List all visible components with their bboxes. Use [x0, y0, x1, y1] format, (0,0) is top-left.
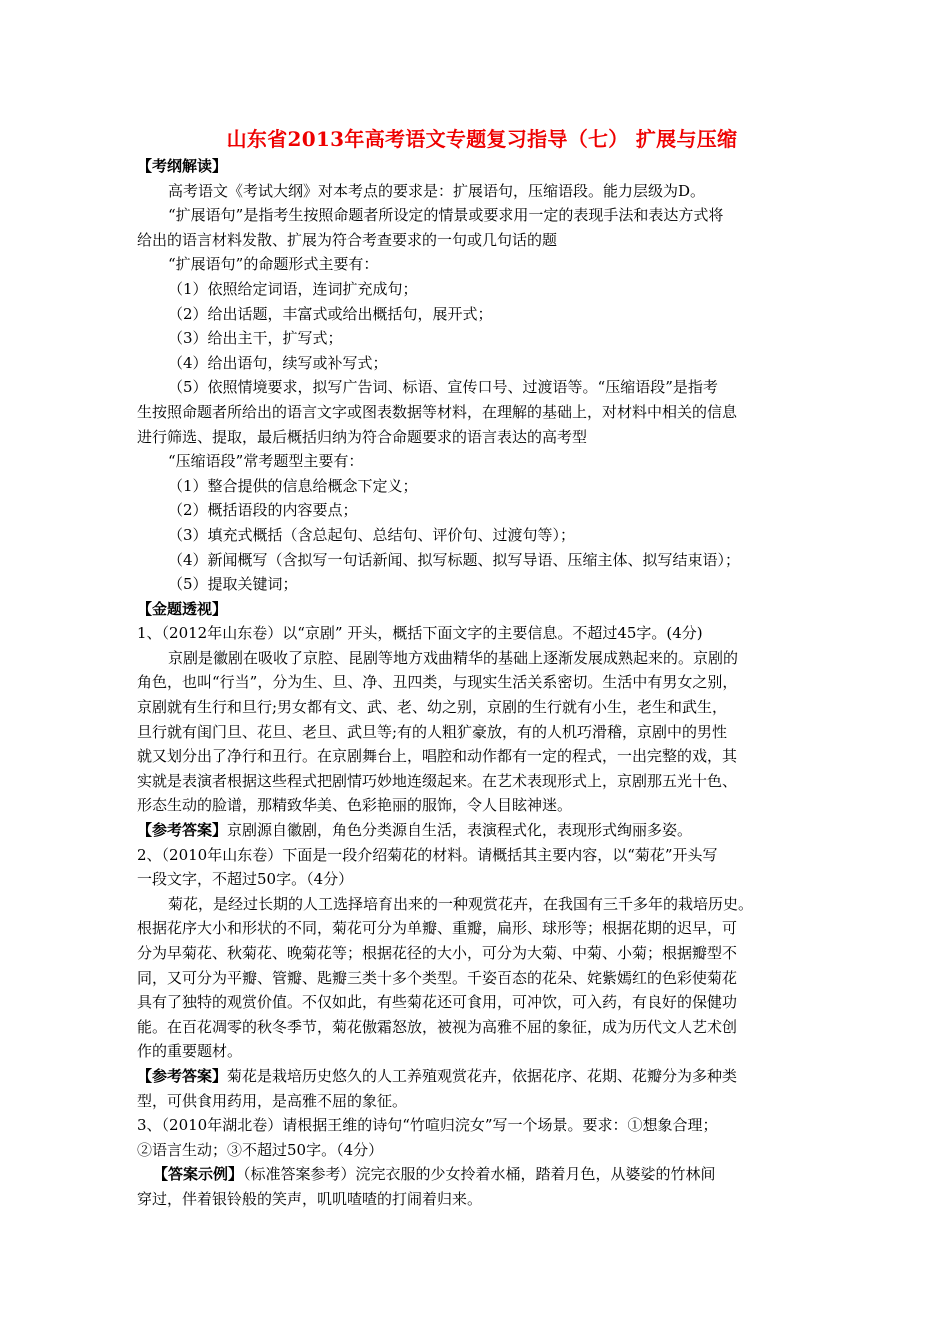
passage-line: 能。在百花凋零的秋冬季节，菊花傲霜怒放，被视为高雅不屈的象征，成为历代文人艺术创	[137, 1017, 738, 1036]
passage-line: 实就是表演者根据这些程式把剧情巧妙地连缀起来。在艺术表现形式上，京剧那五光十色、	[137, 771, 738, 790]
answer-1	[137, 818, 827, 843]
question-3-cont: ②语言生动；③不超过50字。（4分）	[137, 1140, 384, 1159]
passage-line: 具有了独特的观赏价值。不仅如此，有些菊花还可食用，可冲饮，可入药，有良好的保健功	[137, 993, 738, 1012]
list-item: （2）概括语段的内容要点；	[168, 501, 358, 520]
passage-line: 旦行就有闺门旦、花旦、老旦、武旦等;有的人粗犷豪放，有的人机巧滑稽，京剧中的男性	[137, 722, 728, 741]
answer-text: 京剧源自徽剧，角色分类源自生活，表演程式化，表现形式绚丽多姿。	[227, 821, 693, 840]
paragraph-line: “扩展语句”的命题形式主要有：	[168, 255, 379, 274]
answer-3	[137, 1162, 827, 1187]
section-heading-examples: 【金题透视】	[137, 599, 228, 618]
answer-label: 【参考答案】	[137, 1066, 228, 1085]
list-item: （5）依照情境要求，拟写广告词、标语、宣传口号、过渡语等。“压缩语段”是指考	[168, 378, 718, 397]
passage-line: 同，又可分为平瓣、管瓣、匙瓣三类十多个类型。千姿百态的花朵、姹紫嫣红的色彩使菊花	[137, 968, 738, 987]
answer-2-cont: 型，可供食用药用，是高雅不屈的象征。	[137, 1091, 408, 1110]
paragraph-line: 进行筛选、提取，最后概括归纳为符合命题要求的语言表达的高考型	[137, 427, 588, 446]
answer-text: 菊花是栽培历史悠久的人工养殖观赏花卉，依据花序、花期、花瓣分为多种类	[227, 1066, 738, 1085]
passage-line: 分为早菊花、秋菊花、晚菊花等；根据花径的大小，可分为大菊、中菊、小菊；根据瓣型不	[137, 944, 738, 962]
passage-line: 京剧是徽剧在吸收了京腔、昆剧等地方戏曲精华的基础上逐渐发展成熟起来的。京剧的	[168, 648, 739, 667]
document-page	[137, 124, 827, 1212]
question-3: 3、（2010年湖北卷）请根据王维的诗句“竹喧归浣女”写一个场景。要求：①想象合理；	[137, 1116, 718, 1135]
answer-text: （标准答案参考）浣完衣服的少女拎着水桶，踏着月色，从婆娑的竹林间	[243, 1165, 716, 1184]
question-1: 1、（2012年山东卷）以“京剧” 开头，概括下面文字的主要信息。不超过45字。(4分)	[137, 624, 703, 643]
answer-3-cont: 穿过，伴着银铃般的笑声，叽叽喳喳的打闹着归来。	[137, 1189, 483, 1208]
passage-line: 角色，也叫“行当”，分为生、旦、净、丑四类，与现实生活关系密切。生活中有男女之别，	[137, 673, 738, 692]
passage-line: 作的重要题材。	[137, 1042, 243, 1061]
question-2: 2、（2010年山东卷）下面是一段介绍菊花的材料。请概括其主要内容，以“菊花”开头写	[137, 845, 718, 864]
paragraph-line: “扩展语句”是指考生按照命题者所设定的情景或要求用一定的表现手法和表达方式将	[168, 206, 724, 225]
document-title: 山东省2013年高考语文专题复习指导（七） 扩展与压缩	[226, 127, 738, 151]
passage-line: 根据花序大小和形状的不同，菊花可分为单瓣、重瓣，扁形、球形等；根据花期的迟早，可	[137, 919, 738, 938]
passage-line: 菊花，是经过长期的人工选择培育出来的一种观赏花卉，在我国有三千多年的栽培历史。	[168, 894, 754, 913]
list-item: （1）整合提供的信息给概念下定义；	[168, 476, 418, 495]
list-item: （2）给出话题，丰富式或给出概括句，展开式；	[168, 304, 493, 323]
answer-2	[137, 1064, 827, 1089]
list-item: （1）依照给定词语，连词扩充成句；	[168, 279, 418, 298]
answer-label: 【参考答案】	[137, 821, 228, 840]
list-item: （3）给出主干，扩写式；	[168, 329, 343, 348]
passage-line: 形态生动的脸谱，那精致华美、色彩艳丽的服饰，令人目眩神迷。	[137, 796, 573, 815]
passage-line: 京剧就有生行和旦行;男女都有文、武、老、幼之别，京剧的生行就有小生，老生和武生，	[137, 698, 728, 717]
passage-line: 就又划分出了净行和丑行。在京剧舞台上，唱腔和动作都有一定的程式，一出完整的戏，其	[137, 747, 738, 766]
list-item: （4）新闻概写（含拟写一句话新闻、拟写标题、拟写导语、压缩主体、拟写结束语）；	[168, 550, 741, 569]
paragraph-line: “压缩语段”常考题型主要有：	[168, 452, 364, 471]
paragraph-line: 高考语文《考试大纲》对本考点的要求是：扩展语句，压缩语段。能力层级为D。	[168, 181, 706, 200]
section-heading-syllabus: 【考纲解读】	[137, 157, 228, 175]
list-item: （4）给出语句，续写或补写式；	[168, 353, 388, 372]
paragraph-line: 生按照命题者所给出的语言文字或图表数据等材料，在理解的基础上，对材料中相关的信息	[137, 402, 738, 421]
list-item: （5）提取关键词；	[168, 575, 298, 594]
question-2-cont: 一段文字，不超过50字。（4分）	[137, 870, 354, 889]
list-item: （3）填充式概括（含总起句、总结句、评价句、过渡句等）；	[168, 525, 576, 544]
paragraph-line: 给出的语言材料发散、扩展为符合考查要求的一句或几句话的题	[137, 230, 558, 249]
answer-label: 【答案示例】	[153, 1165, 244, 1184]
